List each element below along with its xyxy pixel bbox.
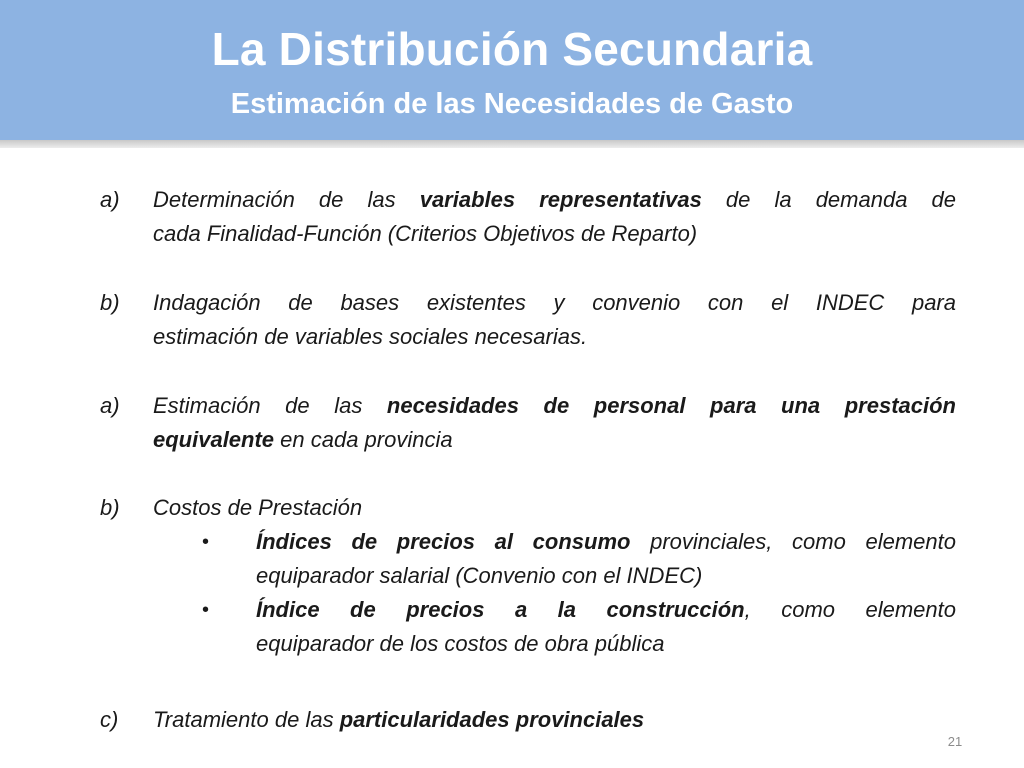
slide-subtitle: Estimación de las Necesidades de Gasto — [230, 88, 794, 120]
slide-title: La Distribución Secundaria — [211, 23, 813, 75]
text-line: Estimación de las necesidades de personal para una prestación — [153, 393, 956, 418]
list-item-text — [153, 389, 956, 457]
sub-list-item-text — [256, 525, 956, 593]
list-item-text — [153, 183, 956, 251]
list-item-text — [153, 491, 956, 525]
list-marker: a) — [100, 393, 120, 418]
text-line: Tratamiento de las particularidades provinciales — [153, 707, 645, 732]
list-item-text — [153, 703, 956, 737]
list-item-text — [153, 286, 956, 354]
text-line: equiparador salarial (Convenio con el INDEC) — [256, 563, 703, 588]
list-marker: c) — [100, 707, 119, 732]
text-line: Índices de precios al consumo provinciales, como elemento — [256, 529, 956, 554]
text-line: Indagación de bases existentes y convenio con el INDEC para — [153, 290, 956, 315]
text-line: cada Finalidad-Función (Criterios Objetivos de Reparto) — [153, 221, 698, 246]
list-marker: a) — [100, 187, 120, 212]
bullet-icon: • — [202, 599, 210, 621]
page-number: 21 — [947, 734, 963, 749]
text-line: estimación de variables sociales necesarias. — [153, 324, 588, 349]
text-line: Costos de Prestación — [153, 495, 363, 520]
text-line: equiparador de los costos de obra pública — [256, 631, 665, 656]
list-marker: b) — [100, 495, 120, 520]
text-line: Determinación de las variables representativas de la demanda de — [153, 187, 956, 212]
text-line: Índice de precios a la construcción, como elemento — [256, 597, 956, 622]
text-line: equivalente en cada provincia — [153, 427, 453, 452]
list-marker: b) — [100, 290, 120, 315]
bullet-icon: • — [202, 531, 210, 553]
sub-list-item-text — [256, 593, 956, 661]
